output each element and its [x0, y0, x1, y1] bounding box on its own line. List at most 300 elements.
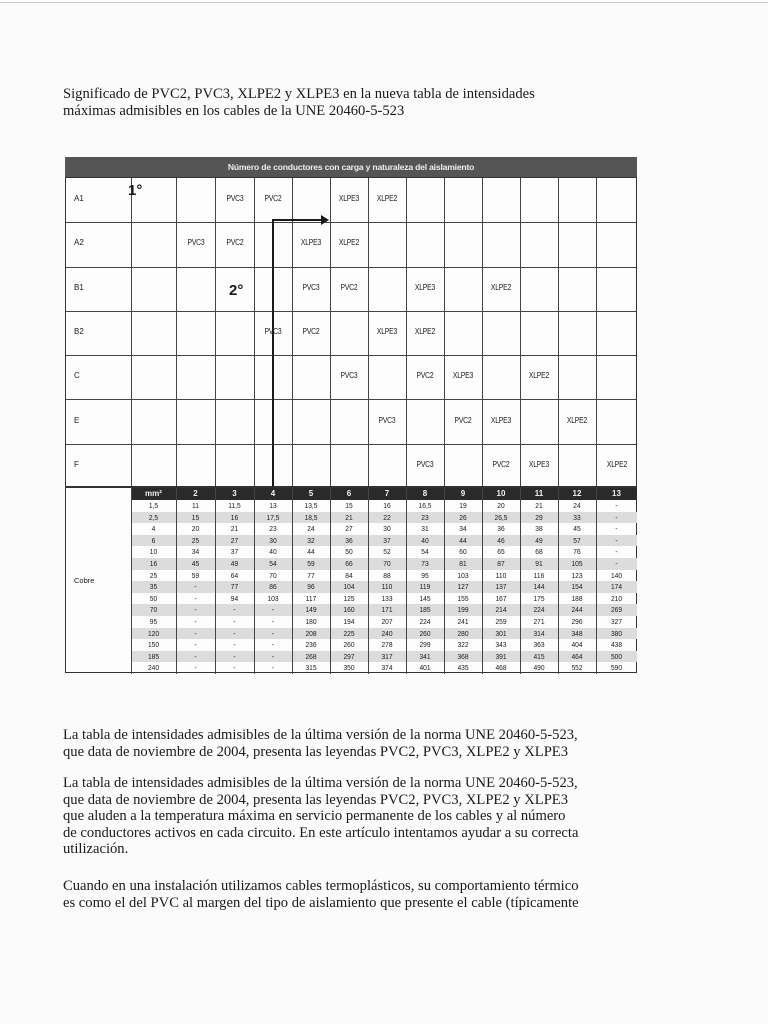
intensity-cell: 175 [533, 593, 545, 603]
intensity-cell: 37 [230, 547, 239, 557]
conductor-count-header: 10 [496, 489, 506, 498]
intensity-cell: 91 [535, 559, 543, 568]
table-row [131, 616, 637, 628]
intensity-cell: 22 [383, 512, 391, 522]
table-column-line [215, 488, 216, 674]
conductor-count-header: 7 [384, 489, 390, 498]
intensity-cell: 327 [610, 617, 623, 626]
insulation-tag: XLPE3 [414, 282, 436, 292]
insulation-tag: XLPE3 [376, 327, 398, 336]
paragraph-line: La tabla de intensidades admisibles de la última versión de la norma UNE 20460-5-523, [63, 775, 578, 791]
intensity-cell: 36 [497, 524, 505, 534]
insulation-tag: XLPE2 [414, 327, 436, 336]
intensity-cell: 31 [421, 524, 429, 534]
intensity-cell: 59 [307, 559, 315, 568]
intensity-cell: - [615, 547, 618, 557]
intensity-cell: - [271, 663, 275, 673]
table-header-row [131, 488, 637, 500]
intensity-cell: 140 [610, 570, 623, 580]
intensity-cell: 167 [495, 593, 507, 603]
intensity-cell: - [271, 605, 275, 615]
copper-intensity-table [65, 487, 637, 673]
intensity-cell: 314 [533, 628, 545, 638]
table-row [131, 570, 637, 582]
intensity-cell: - [271, 651, 275, 661]
intensity-cell: - [615, 501, 618, 510]
conductor-count-header: 9 [460, 489, 466, 498]
intensity-cell: - [233, 628, 236, 638]
intensity-cell: 73 [421, 559, 429, 568]
method-label-b2: B2 [74, 327, 84, 336]
intensity-cell: - [233, 651, 236, 661]
grid-row-line [66, 311, 636, 312]
intensity-cell: 68 [535, 547, 543, 557]
insulation-tag: PVC2 [492, 459, 510, 469]
intensity-cell: 180 [305, 617, 317, 626]
section-cell: 50 [149, 593, 158, 603]
intensity-cell: 133 [381, 593, 393, 603]
grid-column-line [520, 178, 521, 486]
section-cell: 70 [149, 605, 158, 615]
table-column-line [176, 488, 177, 674]
intensity-cell: 117 [305, 593, 317, 603]
conductor-count-header: 12 [572, 489, 582, 498]
table-row [131, 662, 637, 674]
paragraph-line: de conductores activos en cada circuito. En este artículo intentamos ayudar a su correcta [63, 824, 579, 841]
intensity-cell: 380 [610, 628, 623, 638]
grid-column-line [596, 178, 597, 486]
insulation-tag: PVC3 [186, 238, 205, 248]
table-row [131, 512, 637, 524]
table-column-line [368, 488, 369, 674]
intensity-cell: 110 [495, 570, 507, 580]
intensity-cell: - [271, 617, 275, 626]
intensity-cell: 20 [497, 501, 505, 510]
intensity-cell: 23 [421, 512, 429, 522]
intensity-cell: 57 [573, 535, 581, 545]
insulation-tag: XLPE3 [300, 238, 322, 248]
intensity-cell: 81 [459, 559, 467, 568]
insulation-tag: XLPE2 [490, 282, 512, 292]
grid-column-line [482, 178, 483, 486]
paragraph-line: utilización. [63, 841, 129, 857]
installation-methods-grid [65, 177, 637, 487]
arrow-horizontal-segment [272, 219, 322, 221]
conductor-count-header: 11 [534, 489, 544, 498]
intensity-cell: 24 [307, 524, 315, 534]
table-column-line [482, 488, 483, 674]
grid-column-line [131, 178, 132, 486]
intensity-cell: 19 [459, 501, 467, 510]
insulation-tag: PVC3 [225, 194, 244, 203]
intensity-cell: 322 [457, 640, 469, 650]
intensity-cell: 34 [191, 547, 200, 557]
paragraph-line: La tabla de intensidades admisibles de la última versión de la norma UNE 20460-5-523, [63, 727, 578, 743]
intensity-cell: 225 [343, 628, 355, 638]
intensity-cell: - [271, 628, 275, 638]
section-cell: 150 [147, 640, 160, 650]
intensity-cell: 490 [533, 663, 545, 673]
intensity-cell: 87 [497, 559, 505, 568]
arrow-vertical-line [272, 220, 274, 502]
intensity-cell: 297 [343, 651, 355, 661]
intensity-cell: 13,5 [304, 501, 318, 510]
grid-column-line [406, 178, 407, 486]
intensity-cell: 350 [343, 663, 355, 673]
method-label-a1: A1 [74, 194, 84, 203]
paragraph-2 [63, 775, 663, 858]
table-row [131, 581, 637, 593]
intensity-cell: 145 [419, 593, 431, 603]
intensity-cell: - [615, 535, 618, 545]
intensity-cell: 33 [573, 512, 581, 522]
intensity-cell: 127 [457, 582, 469, 592]
intensity-cell: 65 [497, 547, 505, 557]
intensity-cell: 464 [571, 651, 583, 661]
intensity-cell: 26 [459, 512, 467, 522]
intensity-cell: 105 [571, 559, 583, 568]
intensity-cell: 160 [343, 605, 355, 615]
intensity-cell: 194 [343, 617, 355, 626]
intensity-cell: 15 [191, 512, 200, 522]
intensity-cell: 70 [269, 570, 277, 580]
method-label-a2: A2 [74, 238, 84, 248]
section-cell: 10 [149, 547, 158, 557]
paragraph-line: Cuando en una instalación utilizamos cables termoplásticos, su comportamiento térmico [63, 878, 579, 894]
grid-column-line [215, 178, 216, 486]
paragraph-line: que data de noviembre de 2004, presenta las leyendas PVC2, PVC3, XLPE2 y XLPE3 [63, 791, 569, 808]
intensity-cell: - [194, 663, 197, 673]
method-label-e: E [74, 415, 80, 425]
intensity-cell: 103 [457, 570, 469, 580]
grid-column-line [330, 178, 331, 486]
intensity-cell: 66 [345, 559, 353, 568]
intensity-cell: 50 [345, 547, 353, 557]
intensity-cell: 208 [305, 628, 317, 638]
table-column-line [330, 488, 331, 674]
intensity-cell: 174 [610, 582, 623, 592]
intensity-cell: 341 [419, 651, 431, 661]
intensity-cell: 348 [571, 628, 583, 638]
table-column-line [520, 488, 521, 674]
intensity-cell: - [615, 524, 618, 534]
heading-line-1: Significado de PVC2, PVC3, XLPE2 y XLPE3 en la nueva tabla de intensidades [63, 86, 535, 102]
intensity-cell: 260 [343, 640, 355, 650]
intensity-cell: - [233, 663, 236, 673]
grid-column-line [558, 178, 559, 486]
intensity-cell: 95 [421, 570, 429, 580]
table-row [131, 558, 637, 570]
intensity-cell: - [233, 605, 236, 615]
conductor-count-header: 13 [612, 489, 621, 498]
intensity-cell: 214 [495, 605, 507, 615]
insulation-tag: PVC3 [416, 459, 434, 469]
intensity-cell: 34 [459, 524, 467, 534]
intensity-cell: 368 [457, 651, 469, 661]
intensity-cell: 415 [533, 651, 545, 661]
grid-row-line [66, 444, 636, 445]
conductor-count-header: 4 [270, 489, 276, 498]
intensity-cell: 25 [191, 535, 200, 545]
section-cell: 120 [147, 628, 160, 638]
conductor-count-header: 3 [232, 489, 237, 498]
intensity-cell: 17,5 [266, 512, 280, 522]
intensity-cell: 280 [457, 628, 469, 638]
intensity-cell: 11 [192, 501, 199, 510]
paragraph-3 [63, 878, 663, 911]
intensity-cell: 269 [610, 605, 623, 615]
table-row [131, 535, 637, 547]
table-column-line [131, 488, 132, 674]
insulation-tag: XLPE3 [452, 371, 474, 381]
section-cell: 25 [149, 570, 158, 580]
intensity-cell: - [194, 593, 197, 603]
intensity-cell: 44 [307, 547, 315, 557]
table-column-line [292, 488, 293, 674]
insulation-tag: XLPE2 [376, 194, 398, 203]
intensity-cell: 110 [381, 582, 393, 592]
intensity-cell: 77 [230, 582, 239, 592]
intensity-cell: 259 [495, 617, 507, 626]
insulation-tag: XLPE2 [338, 238, 360, 248]
intensity-cell: 188 [571, 593, 583, 603]
grid-row-line [66, 399, 636, 400]
intensity-cell: 271 [533, 617, 545, 626]
insulation-tag: PVC2 [416, 371, 434, 381]
conductor-count-header: 2 [193, 489, 198, 498]
intensity-cell: 44 [459, 535, 467, 545]
intensity-cell: 104 [343, 582, 355, 592]
arrow-right-head-icon [321, 215, 329, 225]
intensity-cell: - [233, 617, 236, 626]
intensity-cell: 86 [269, 582, 277, 592]
grid-column-line [176, 178, 177, 486]
intensity-cell: 123 [571, 570, 583, 580]
intensity-cell: - [194, 582, 197, 592]
intensity-cell: 103 [267, 593, 279, 603]
intensity-cell: 76 [573, 547, 581, 557]
marker-second: 2° [229, 282, 244, 299]
insulation-tag: XLPE2 [566, 415, 588, 425]
intensity-cell: 144 [533, 582, 545, 592]
intensity-cell: 30 [383, 524, 391, 534]
table-column-line [558, 488, 559, 674]
table-column-line [444, 488, 445, 674]
intensity-cell: 119 [419, 582, 431, 592]
intensity-cell: 244 [571, 605, 583, 615]
intensity-cell: 20 [191, 524, 200, 534]
intensity-cell: 21 [345, 512, 353, 522]
intensity-cell: 21 [535, 501, 543, 510]
intensity-cell: 27 [230, 535, 239, 545]
intensity-cell: 391 [495, 651, 507, 661]
intensity-cell: 301 [495, 628, 507, 638]
section-cell: 35 [149, 582, 158, 592]
intensity-cell: 207 [381, 617, 393, 626]
intensity-cell: 363 [533, 640, 545, 650]
intensity-cell: 59 [191, 570, 200, 580]
table-column-line [406, 488, 407, 674]
intensity-cell: 236 [305, 640, 317, 650]
paragraph-line: que data de noviembre de 2004, presenta las leyendas PVC2, PVC3, XLPE2 y XLPE3 [63, 743, 569, 760]
insulation-tag: PVC2 [340, 282, 358, 292]
intensity-cell: 16 [230, 512, 239, 522]
intensity-cell: 199 [457, 605, 469, 615]
conductor-count-header: 6 [346, 489, 352, 498]
intensity-cell: 45 [573, 524, 581, 534]
section-cell: 4 [151, 524, 156, 534]
intensity-cell: 317 [381, 651, 393, 661]
intensity-cell: 96 [307, 582, 315, 592]
table-row [131, 500, 637, 512]
method-label-f: F [74, 459, 79, 469]
intensity-cell: 438 [610, 640, 623, 650]
method-label-b1: B1 [74, 282, 84, 292]
grid-row-line [66, 355, 636, 356]
section-cell: 2,5 [148, 512, 159, 522]
intensity-cell: 49 [535, 535, 543, 545]
grid-row-line [66, 222, 636, 223]
intensity-cell: 77 [307, 570, 315, 580]
intensity-cell: 49 [230, 559, 239, 568]
insulation-tag: XLPE2 [528, 371, 550, 381]
intensity-cell: 435 [457, 663, 469, 673]
intensity-cell: 171 [381, 605, 393, 615]
conductor-count-header: 5 [308, 489, 314, 498]
intensity-cell: 64 [230, 570, 239, 580]
grid-column-line [292, 178, 293, 486]
grid-column-line [444, 178, 445, 486]
intensity-cell: 46 [497, 535, 505, 545]
grid-row-line [66, 267, 636, 268]
intensity-cell: 552 [571, 663, 583, 673]
intensity-cell: 401 [419, 663, 431, 673]
intensity-cell: 29 [535, 512, 543, 522]
table-row [131, 546, 637, 558]
intensity-cell: 45 [191, 559, 200, 568]
intensity-cell: 185 [419, 605, 431, 615]
table-row [131, 593, 637, 605]
intensity-cell: 16 [383, 501, 391, 510]
insulation-tag: PVC3 [340, 371, 358, 381]
intensity-cell: 16,5 [418, 501, 432, 510]
intensity-cell: 52 [383, 547, 391, 557]
material-label: Cobre [74, 576, 95, 585]
intensity-cell: 21 [230, 524, 239, 534]
intensity-cell: 500 [610, 651, 623, 661]
section-cell: 1,5 [148, 501, 159, 510]
figure-header-title: Número de conductores con carga y naturaleza del aislamiento [65, 157, 637, 177]
intensity-cell: 60 [459, 547, 467, 557]
table-column-line [596, 488, 597, 674]
intensity-cell: - [194, 605, 197, 615]
page-top-edge [0, 2, 768, 3]
intensity-cell: - [194, 628, 197, 638]
paragraph-line: es como el del PVC al margen del tipo de aislamiento que presente el cable (típicamente [63, 894, 579, 911]
insulation-tag: PVC2 [264, 194, 282, 203]
intensity-cell: 224 [419, 617, 431, 626]
intensity-cell: 224 [533, 605, 545, 615]
intensity-cell: 590 [610, 663, 623, 673]
intensity-cell: 299 [419, 640, 431, 650]
intensity-cell: 24 [573, 501, 581, 510]
heading-line-2: máximas admisibles en los cables de la UNE 20460-5-523 [63, 103, 405, 119]
intensity-cell: 11,5 [228, 501, 241, 510]
section-cell: 16 [149, 559, 158, 568]
grid-column-line [254, 178, 255, 486]
intensity-cell: 13 [269, 501, 277, 510]
intensity-cell: 30 [269, 535, 277, 545]
insulation-tag: PVC2 [302, 327, 320, 336]
intensity-cell: - [615, 512, 618, 522]
intensity-cell: 38 [535, 524, 543, 534]
page-heading [63, 86, 663, 120]
intensity-cell: 54 [269, 559, 277, 568]
intensity-cell: 23 [269, 524, 277, 534]
intensity-cell: - [194, 617, 197, 626]
conductor-count-header: 8 [422, 489, 428, 498]
intensity-cell: 84 [345, 570, 353, 580]
intensity-cell: 18,5 [304, 512, 318, 522]
intensity-cell: 343 [495, 640, 507, 650]
insulation-tag: XLPE3 [490, 415, 512, 425]
section-cell: 6 [151, 535, 156, 545]
intensity-cell: 37 [383, 535, 391, 545]
section-cell: 95 [149, 617, 158, 626]
intensity-cell: 210 [610, 593, 623, 603]
insulation-tag: XLPE3 [338, 194, 360, 203]
intensity-table-figure [65, 157, 637, 673]
grid-column-line [368, 178, 369, 486]
insulation-tag: PVC3 [302, 282, 320, 292]
intensity-cell: 116 [533, 570, 545, 580]
intensity-cell: - [194, 651, 197, 661]
intensity-cell: 468 [495, 663, 507, 673]
table-row [131, 639, 637, 651]
section-cell: 185 [147, 651, 160, 661]
intensity-cell: 374 [381, 663, 393, 673]
table-column-line [254, 488, 255, 674]
insulation-tag: PVC2 [454, 415, 472, 425]
intensity-cell: 88 [383, 570, 391, 580]
intensity-cell: 40 [421, 535, 429, 545]
intensity-cell: - [233, 640, 236, 650]
intensity-cell: 36 [345, 535, 353, 545]
section-header: mm² [145, 489, 162, 498]
intensity-cell: 260 [419, 628, 431, 638]
intensity-cell: 240 [381, 628, 393, 638]
intensity-cell: 27 [345, 524, 353, 534]
intensity-cell: 268 [305, 651, 317, 661]
intensity-cell: 241 [457, 617, 469, 626]
intensity-cell: 70 [383, 559, 391, 568]
intensity-cell: 137 [495, 582, 507, 592]
intensity-cell: - [615, 559, 618, 568]
intensity-cell: 155 [457, 593, 469, 603]
intensity-cell: 32 [307, 535, 315, 545]
marker-first: 1° [128, 182, 143, 199]
method-label-c: C [74, 371, 80, 381]
insulation-tag: XLPE3 [528, 459, 550, 469]
intensity-cell: 154 [571, 582, 583, 592]
intensity-cell: 40 [269, 547, 277, 557]
table-row [131, 628, 637, 640]
intensity-cell: 315 [305, 663, 317, 673]
section-cell: 240 [147, 663, 160, 673]
intensity-cell: 404 [571, 640, 583, 650]
table-row [131, 523, 637, 535]
intensity-cell: - [194, 640, 197, 650]
